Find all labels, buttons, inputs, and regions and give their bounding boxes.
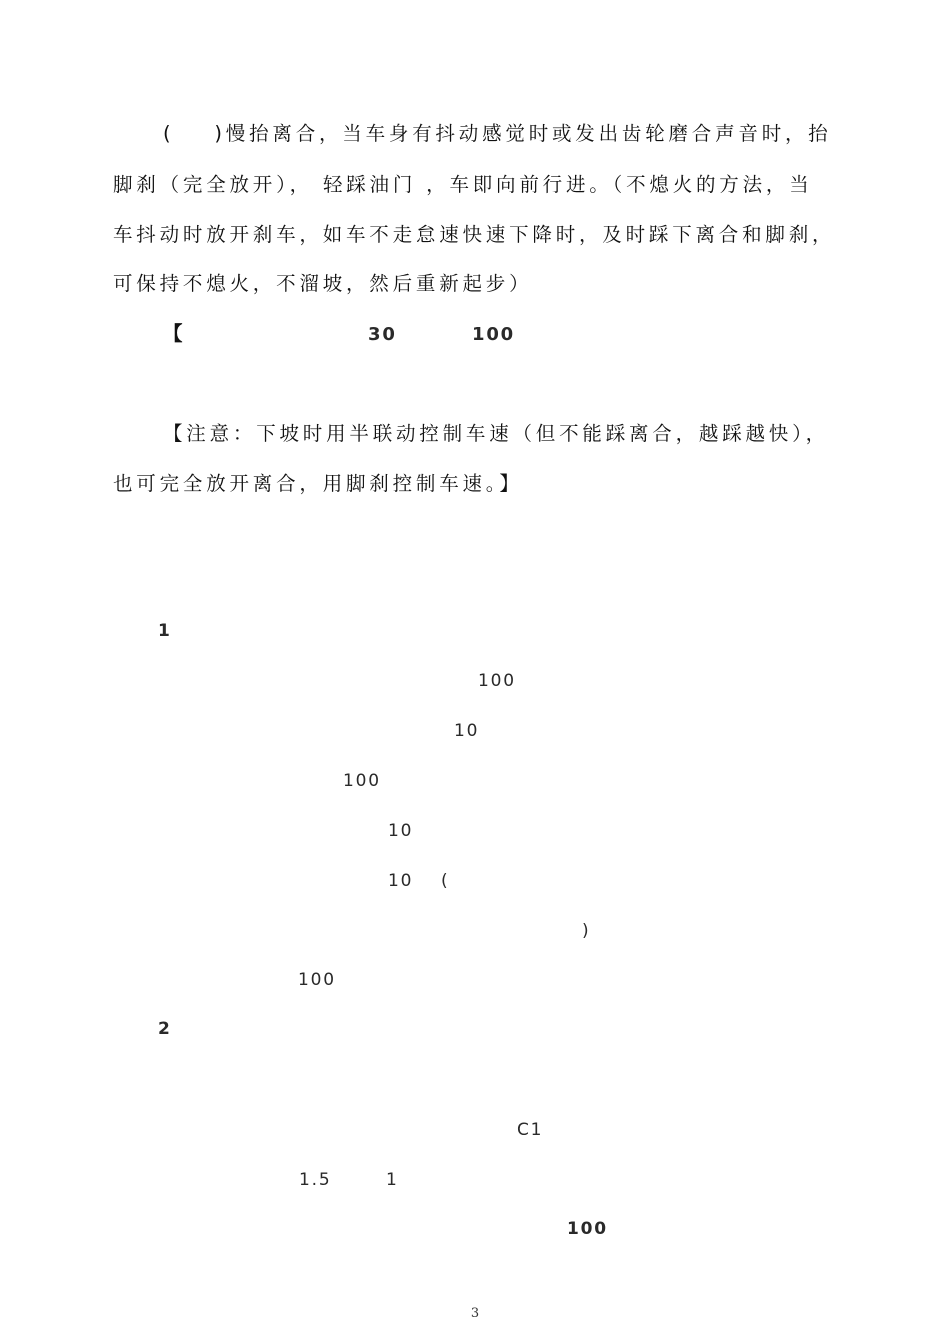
section1-number: 1	[158, 621, 172, 641]
para3-line1: 【注意：下坡时用半联动控制车速（但不能踩离合，越踩越快），	[163, 422, 829, 445]
section2-value-100: 100	[567, 1219, 608, 1239]
para1-line1: ( )慢抬离合，当车身有抖动感觉时或发出齿轮磨合声音时，抬	[163, 122, 832, 145]
score-row3-value: 100	[343, 771, 381, 791]
section2-value-1: 1	[386, 1170, 399, 1190]
para2-value-100: 100	[472, 324, 515, 345]
section2-number: 2	[158, 1019, 172, 1039]
para2-value-30: 30	[368, 324, 397, 345]
score-row2-value: 10	[454, 721, 480, 741]
para3-line2: 也可完全放开离合，用脚刹控制车速。】	[113, 472, 523, 495]
score-row7-value: 100	[298, 970, 336, 990]
page-number: 3	[470, 1306, 480, 1321]
section2-license-c1: C1	[517, 1120, 544, 1140]
score-row6-paren: )	[582, 921, 591, 941]
para1-line2: 脚刹（完全放开）， 轻踩油门 ，车即向前行进。（不熄火的方法，当	[113, 173, 813, 196]
para2-bracket: 【	[163, 322, 187, 345]
section2-value-1-5: 1.5	[299, 1170, 332, 1190]
score-row5-value: 10	[388, 871, 414, 891]
score-row4-value: 10	[388, 821, 414, 841]
score-row1-value: 100	[478, 671, 516, 691]
para1-line4: 可保持不熄火，不溜坡，然后重新起步）	[113, 272, 533, 295]
para1-line3: 车抖动时放开刹车，如车不走怠速快速下降时，及时踩下离合和脚刹，	[113, 223, 836, 246]
score-row5-paren: (	[441, 871, 450, 891]
